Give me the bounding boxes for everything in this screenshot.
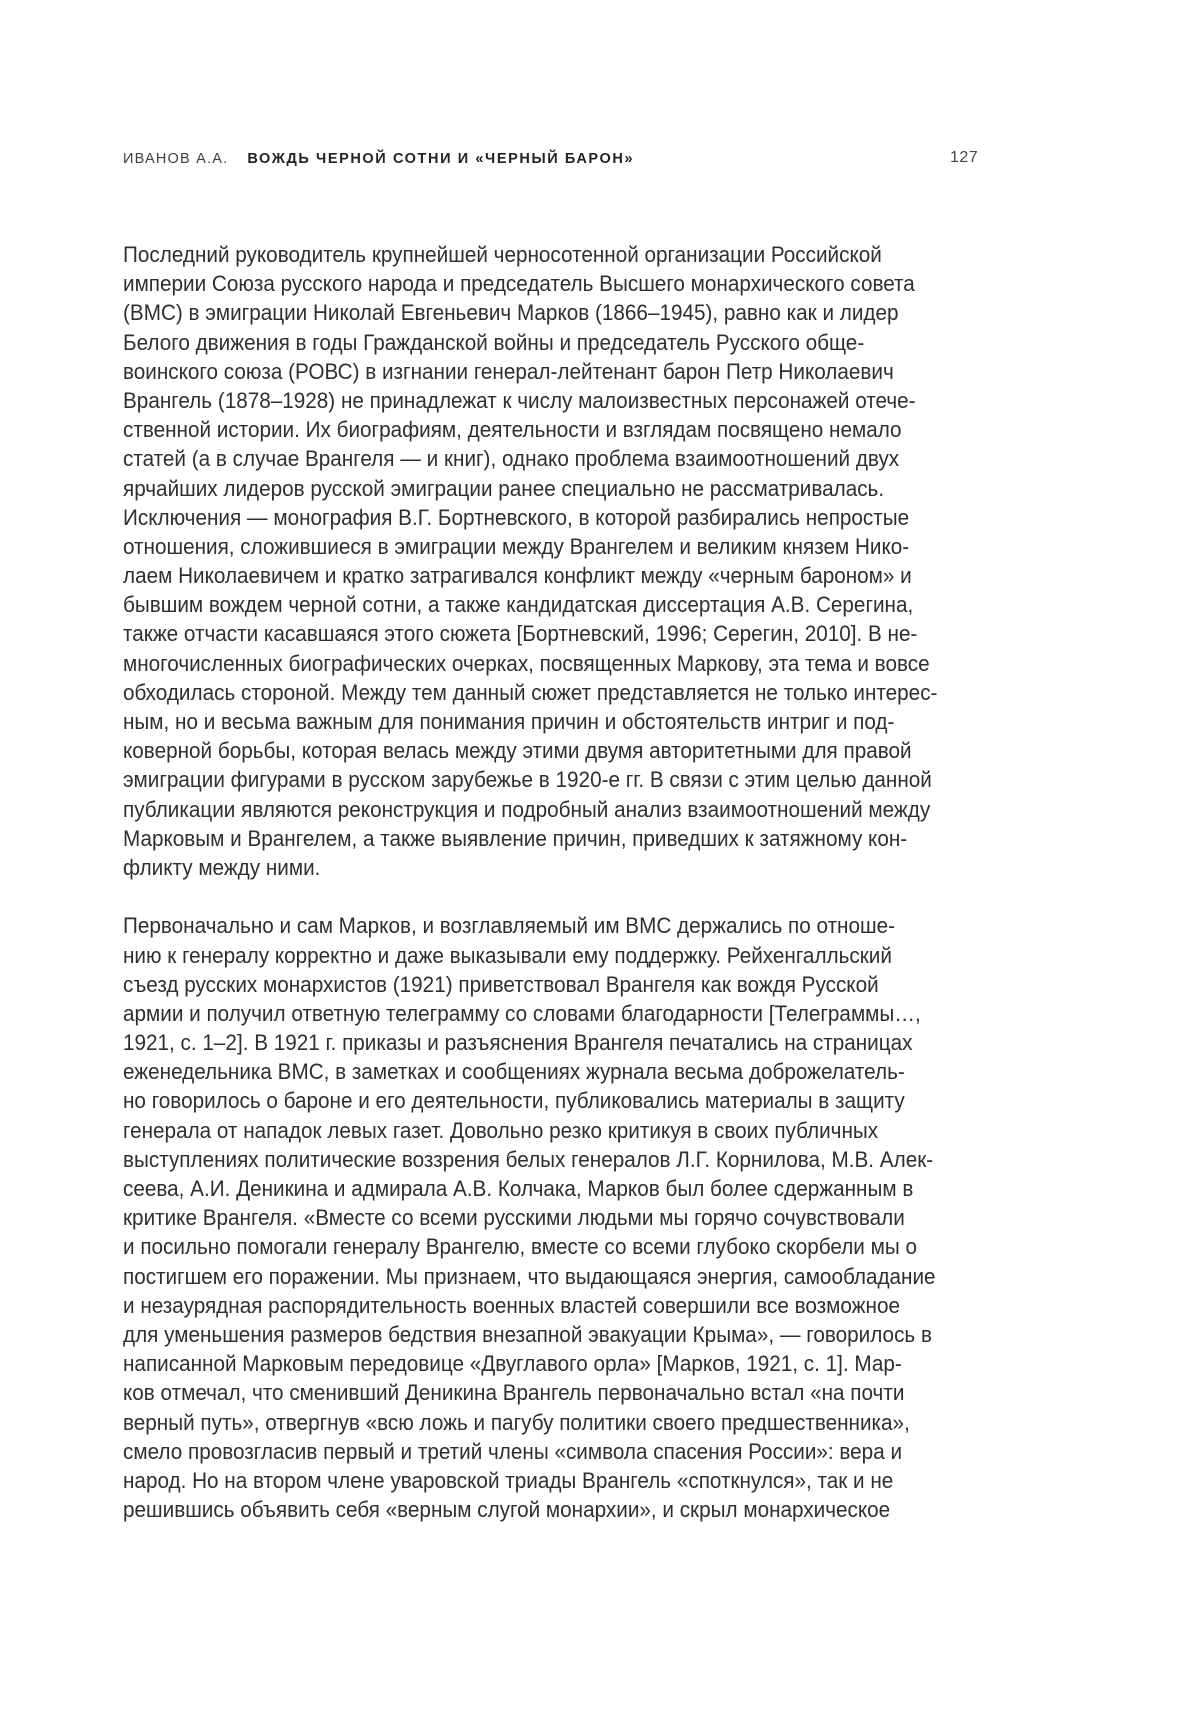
text-line: фликту между ними. <box>123 854 321 880</box>
paragraph <box>123 240 938 882</box>
running-header-author: ИВАНОВ А.А. <box>123 151 229 167</box>
text-line: лаем Николаевичем и кратко затрагивался конфликт между «черным бароном» и <box>123 563 912 589</box>
text-line: сеева, А.И. Деникина и адмирала А.В. Колчака, Марков был более сдержанным в <box>123 1176 914 1201</box>
text-line: многочисленных биографических очерках, посвященных Маркову, эта тема и вовсе <box>123 650 930 676</box>
text-line: отношения, сложившиеся в эмиграции между Врангелем и великим князем Нико- <box>123 533 910 559</box>
running-header-title: ВОЖДЬ ЧЕРНОЙ СОТНИ И «ЧЕРНЫЙ БАРОН» <box>247 151 635 167</box>
text-line: ков отмечал, что сменивший Деникина Врангель первоначально встал «на почти <box>123 1380 905 1406</box>
article-body <box>123 240 938 1524</box>
text-line: и незаурядная распорядительность военных властей совершили все возможное <box>123 1292 900 1318</box>
text-line: коверной борьбы, которая велась между этими двумя авторитетными для правой <box>123 738 912 764</box>
text-line: Белого движения в годы Гражданской войны и председатель Русского обще- <box>123 329 865 355</box>
text-line: Марковым и Врангелем, а также выявление причин, приведших к затяжному кон- <box>123 825 908 851</box>
text-line: решившись объявить себя «верным слугой монархии», и скрыл монархическое <box>123 1497 891 1523</box>
page-number: 127 <box>950 149 979 166</box>
text-line: еженедельника ВМС, в заметках и сообщениях журнала весьма доброжелатель- <box>123 1059 905 1085</box>
text-line: критике Врангеля. «Вместе со всеми русскими людьми мы горячо сочувствовали <box>123 1205 905 1231</box>
text-line: империи Союза русского народа и председатель Высшего монархического совета <box>123 271 915 297</box>
text-line: ярчайших лидеров русской эмиграции ранее специально не рассматривалась. <box>123 475 885 501</box>
text-line: съезд русских монархистов (1921) приветствовал Врангеля как вождя Русской <box>123 971 879 997</box>
text-line: смело провозгласив первый и третий члены «символа спасения России»: вера и <box>123 1438 903 1464</box>
text-line: статей (а в случае Врангеля — и книг), однако проблема взаимоотношений двух <box>123 446 900 472</box>
running-header <box>123 151 634 167</box>
text-line: бывшим вождем черной сотни, а также кандидатская диссертация А.В. Серегина, <box>123 592 914 618</box>
text-line: нию к генералу корректно и даже выказывали ему поддержку. Рейхенгалльский <box>123 942 892 968</box>
text-line: Первоначально и сам Марков, и возглавляемый им ВМС держались по отноше- <box>123 913 896 939</box>
text-line: для уменьшения размеров бедствия внезапной эвакуации Крыма», — говорилось в <box>123 1321 932 1347</box>
text-line: народ. Но на втором члене уваровской триады Врангель «споткнулся», так и не <box>123 1467 894 1493</box>
text-line: ным, но и весьма важным для понимания причин и обстоятельств интриг и под- <box>123 709 895 734</box>
text-line: (ВМС) в эмиграции Николай Евгеньевич Марков (1866–1945), равно как и лидер <box>123 300 899 326</box>
text-line: обходилась стороной. Между тем данный сюжет представляется не только интерес- <box>123 679 938 705</box>
text-line: ственной истории. Их биографиям, деятельности и взглядам посвящено немало <box>123 417 902 443</box>
text-line: также отчасти касавшаяся этого сюжета [Бортневский, 1996; Серегин, 2010]. В не- <box>123 621 918 647</box>
text-line: воинского союза (РОВС) в изгнании генерал-лейтенант барон Петр Николаевич <box>123 358 894 384</box>
text-line: постигшем его поражении. Мы признаем, что выдающаяся энергия, самообладание <box>123 1263 936 1289</box>
text-line: выступлениях политические воззрения белых генералов Л.Г. Корнилова, М.В. Алек- <box>123 1146 934 1172</box>
text-line: армии и получил ответную телеграмму со словами благодарности [Телеграммы…, <box>123 1000 921 1026</box>
text-line: написанной Марковым передовице «Двуглавого орла» [Марков, 1921, с. 1]. Мар- <box>123 1351 902 1377</box>
text-line: и посильно помогали генералу Врангелю, вместе со всеми глубоко скорбели мы о <box>123 1234 917 1260</box>
text-line: 1921, с. 1–2]. В 1921 г. приказы и разъяснения Врангеля печатались на страницах <box>123 1030 913 1056</box>
text-line: эмиграции фигурами в русском зарубежье в 1920-е гг. В связи с этим целью данной <box>123 767 932 793</box>
text-line: публикации являются реконструкция и подробный анализ взаимоотношений между <box>123 796 931 822</box>
text-line: Исключения — монография В.Г. Бортневского, в которой разбирались непростые <box>123 504 910 530</box>
text-line: верный путь», отвергнув «всю ложь и пагубу политики своего предшественника», <box>123 1409 910 1435</box>
paragraph <box>123 911 936 1524</box>
text-line: Последний руководитель крупнейшей черносотенной организации Российской <box>123 242 882 267</box>
text-line: но говорилось о бароне и его деятельности, публиковались материалы в защиту <box>123 1088 905 1114</box>
text-line: генерала от нападок левых газет. Довольно резко критикуя в своих публичных <box>123 1117 879 1143</box>
text-line: Врангель (1878–1928) не принадлежат к числу малоизвестных персонажей отече- <box>123 387 916 413</box>
